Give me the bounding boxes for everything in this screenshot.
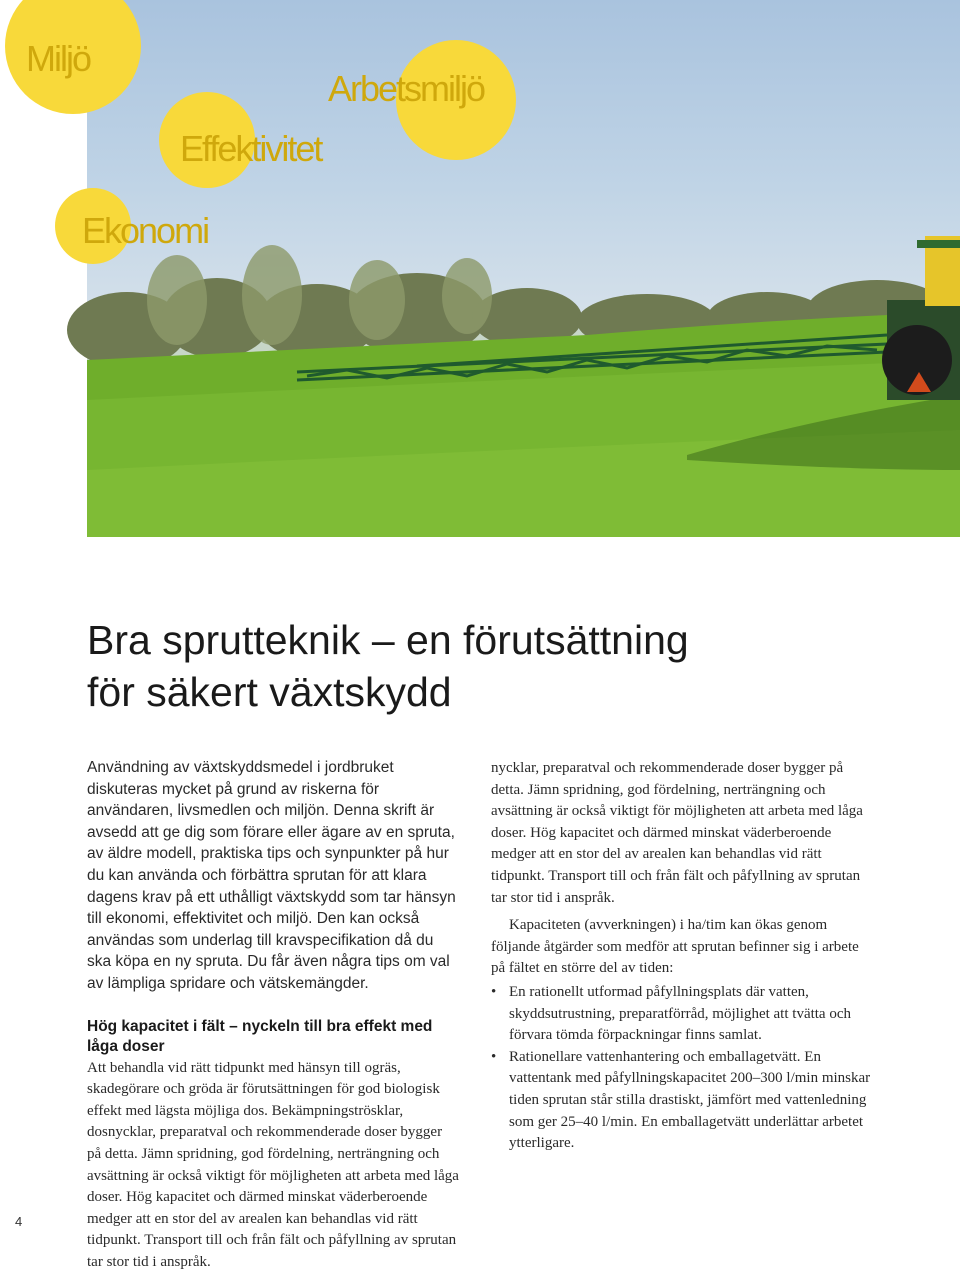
- right-column: [491, 758, 871, 1155]
- label-arbetsmiljo: Arbetsmiljö: [328, 68, 485, 109]
- page-number: 4: [15, 1214, 23, 1229]
- label-miljo: Miljö: [26, 38, 91, 79]
- label-effektivitet: Effektivitet: [180, 128, 322, 169]
- page-title-line2: för säkert växtskydd: [87, 669, 452, 715]
- left-column: [87, 757, 459, 1270]
- list-item: • Rationellare vattenhantering och emballagetvätt. En vattentank med påfyllningskapacitet 200–300 l/min minskar tiden sprutan står stilla drastiskt, jämfört med vattenledning som ger 25–40 l/min. En emballagetvätt underlättar arbetet ytterligare.: [491, 1047, 871, 1155]
- page-title: [87, 614, 689, 718]
- section-paragraph-1-continued: nycklar, preparatval och rekommenderade doser bygger på detta. Jämn spridning, god fördelning, nerträngning och avsättning är också viktigt för möjligheten att arbeta med låga doser. Hög kapacitet och därmed minskat väderberoende medger att en stor del av arealen kan behandlas vid rätt tidpunkt. Transport till och från fält och påfyllning av sprutan tar stor tid i anspråk.: [491, 760, 863, 906]
- list-item: • En rationellt utformad påfyllningsplats där vatten, skyddsutrustning, preparatförråd, möjlighet att tvätta och förvara tömda förpackningar finns samlat.: [491, 982, 871, 1047]
- section-heading: Hög kapacitet i fält – nyckeln till bra effekt med låga doser: [87, 1017, 433, 1056]
- page-title-line1: Bra sprutteknik – en förutsättning: [87, 617, 689, 663]
- section-paragraph-1: Att behandla vid rätt tidpunkt med hänsyn till ogräs, skadegörare och gröda är förutsättningen för god biologisk effekt med lägsta möjliga dos. Bekämpningströsklar, dosnycklar, preparatval och rekommenderade doser bygger på detta. Jämn spridning, god fördelning, nerträngning och avsättning är också viktigt för möjligheten att arbeta med låga doser. Hög kapacitet och därmed minskat väderberoende medger att en stor del av arealen kan behandlas vid rätt tidpunkt. Transport till och från fält och påfyllning av sprutan tar stor tid i anspråk.: [87, 1059, 459, 1270]
- section-paragraph-2: Kapaciteten (avverkningen) i ha/tim kan ökas genom följande åtgärder som medför att sprutan befinner sig i arbete på fältet en större del av tiden:: [491, 917, 859, 977]
- intro-paragraph: Användning av växtskyddsmedel i jordbruket diskuteras mycket på grund av riskerna för användaren, livsmedlen och miljön. Denna skrift är avsedd att ge dig som förare eller ägare av en spruta, av äldre modell, praktiska tips och synpunkter på hur du kan använda och förbättra sprutan för att klara dagens krav på ett uthålligt växtskydd som tar hänsyn till ekonomi, effektivitet och miljö. Den kan också användas som underlag till kravspecifikation då du ska köpa en ny spruta. Du får även några tips om val av lämpliga spridare och vätskemängder.: [87, 759, 456, 992]
- label-ekonomi: Ekonomi: [82, 210, 209, 251]
- field-sprayer-photo: [87, 0, 960, 537]
- measures-list: [491, 982, 871, 1155]
